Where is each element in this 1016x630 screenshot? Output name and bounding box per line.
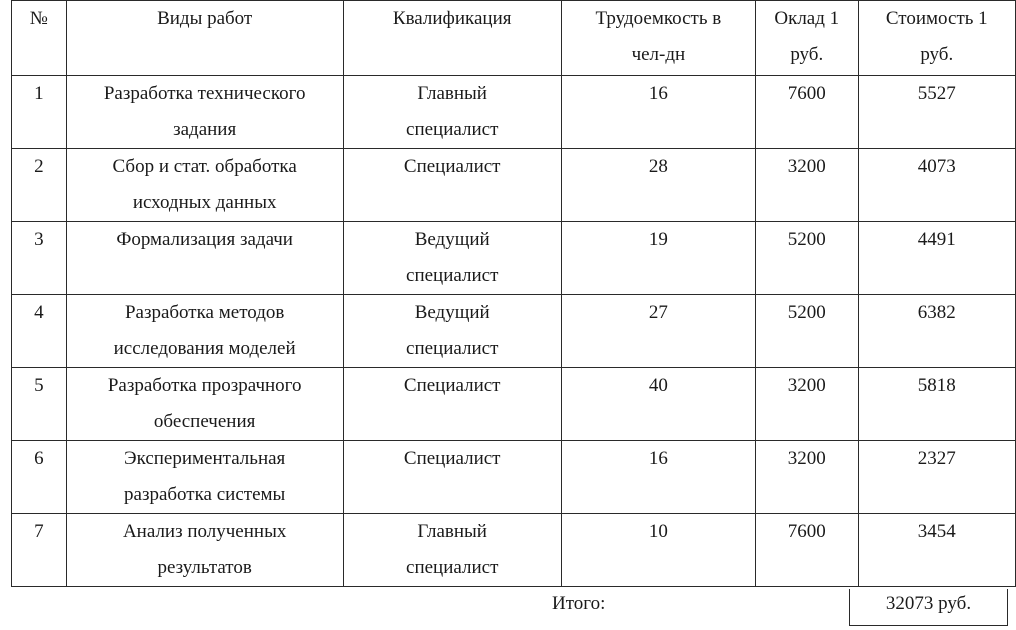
row-qual-line2: специалист (406, 557, 499, 578)
header-cost (858, 1, 1015, 76)
row-cost: 2327 (858, 441, 1015, 514)
row-salary: 3200 (756, 441, 859, 514)
row-salary: 5200 (756, 222, 859, 295)
row-qual-line1: Главный (417, 83, 487, 104)
row-index: 6 (12, 441, 67, 514)
table-row (12, 149, 1016, 222)
row-work (66, 441, 343, 514)
row-cost: 3454 (858, 514, 1015, 587)
row-labor: 27 (561, 295, 755, 368)
table-row (12, 441, 1016, 514)
row-work (66, 76, 343, 149)
row-qual-line2: специалист (406, 265, 499, 286)
row-qual (343, 368, 561, 441)
row-qual-line2: специалист (406, 338, 499, 359)
row-work-line2: исследования моделей (113, 338, 296, 359)
row-qual-line1: Специалист (403, 448, 501, 469)
row-labor: 28 (561, 149, 755, 222)
row-work-line1: Разработка прозрачного (107, 375, 302, 396)
row-labor: 40 (561, 368, 755, 441)
header-num-label: № (29, 8, 48, 29)
row-labor: 10 (561, 514, 755, 587)
row-work-line1: Экспериментальная (124, 448, 286, 469)
row-qual-line2: специалист (406, 119, 499, 140)
table-row (12, 368, 1016, 441)
row-index: 7 (12, 514, 67, 587)
row-cost: 4491 (858, 222, 1015, 295)
row-qual-line1: Ведущий (414, 302, 490, 323)
row-work (66, 368, 343, 441)
header-salary (756, 1, 859, 76)
row-labor: 16 (561, 76, 755, 149)
total-label: Итого: (552, 593, 606, 614)
header-salary-line2: руб. (790, 44, 824, 65)
row-cost: 4073 (858, 149, 1015, 222)
table-row (12, 222, 1016, 295)
row-work-line1: Сбор и стат. обработка (112, 156, 297, 177)
row-work (66, 222, 343, 295)
row-qual (343, 76, 561, 149)
row-work-line2: исходных данных (132, 192, 277, 213)
row-index: 4 (12, 295, 67, 368)
row-index: 2 (12, 149, 67, 222)
row-salary: 7600 (756, 76, 859, 149)
row-qual (343, 222, 561, 295)
header-num (12, 1, 67, 76)
header-cost-line1: Стоимость 1 (885, 8, 988, 29)
table-row (12, 514, 1016, 587)
header-salary-line1: Оклад 1 (774, 8, 840, 29)
row-qual-line1: Специалист (403, 375, 501, 396)
row-labor: 16 (561, 441, 755, 514)
total-value: 32073 руб. (849, 589, 1008, 626)
row-salary: 7600 (756, 514, 859, 587)
row-index: 5 (12, 368, 67, 441)
row-qual (343, 441, 561, 514)
header-labor-line2: чел-дн (631, 44, 686, 65)
row-salary: 3200 (756, 368, 859, 441)
row-salary: 5200 (756, 295, 859, 368)
header-work (66, 1, 343, 76)
table-row (12, 76, 1016, 149)
table-row (12, 295, 1016, 368)
row-work (66, 149, 343, 222)
header-qual-label: Квалификация (392, 8, 512, 29)
row-labor: 19 (561, 222, 755, 295)
row-cost: 5818 (858, 368, 1015, 441)
row-qual-line1: Специалист (403, 156, 501, 177)
row-work-line2: разработка системы (124, 484, 286, 505)
row-qual (343, 149, 561, 222)
row-salary: 3200 (756, 149, 859, 222)
row-work-line2: обеспечения (153, 411, 256, 432)
row-qual-line1: Ведущий (414, 229, 490, 250)
header-labor (561, 1, 755, 76)
row-qual-line1: Главный (417, 521, 487, 542)
cost-table (11, 0, 1016, 587)
row-work (66, 514, 343, 587)
row-work-line1: Разработка технического (103, 83, 306, 104)
row-work (66, 295, 343, 368)
row-work-line1: Разработка методов (124, 302, 285, 323)
header-cost-line2: руб. (920, 44, 954, 65)
table-header-row (12, 1, 1016, 76)
row-qual (343, 514, 561, 587)
header-work-label: Виды работ (157, 8, 253, 29)
header-qual (343, 1, 561, 76)
header-labor-line1: Трудоемкость в (595, 8, 722, 29)
row-qual (343, 295, 561, 368)
row-index: 3 (12, 222, 67, 295)
row-work-line1: Формализация задачи (116, 229, 293, 250)
row-cost: 5527 (858, 76, 1015, 149)
row-cost: 6382 (858, 295, 1015, 368)
row-index: 1 (12, 76, 67, 149)
row-work-line2: результатов (157, 557, 252, 578)
row-work-line1: Анализ полученных (122, 521, 287, 542)
row-work-line2: задания (173, 119, 237, 140)
